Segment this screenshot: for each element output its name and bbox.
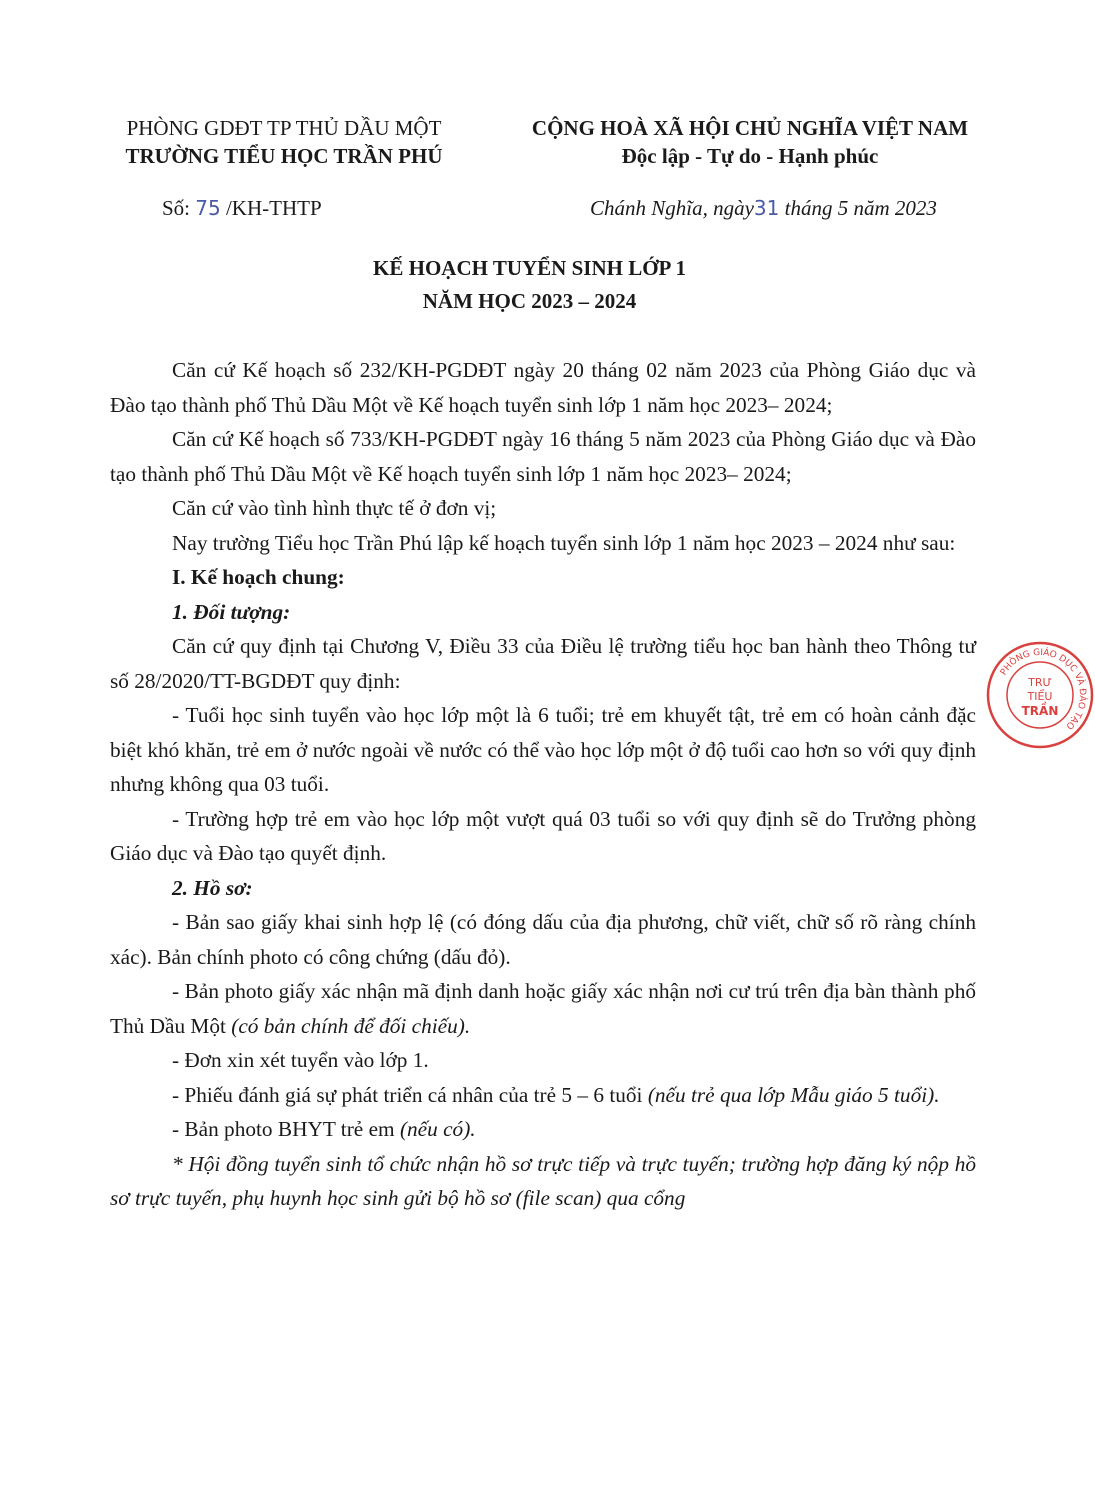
issuing-agency-block (104, 114, 464, 170)
stamp-line-3: TRẦN (1021, 704, 1059, 718)
stamp-line-1: TRƯ (1028, 676, 1052, 689)
national-header-block (505, 114, 995, 170)
stamp-line-2: TIỂU (1027, 690, 1053, 703)
date-prefix: Chánh Nghĩa, ngày (590, 196, 754, 220)
paragraph-note: (nếu có). (399, 1117, 476, 1141)
date-day-handwritten: 31 (753, 196, 780, 220)
document-title: KẾ HOẠCH TUYỂN SINH LỚP 1 (373, 256, 686, 280)
doc-number-prefix: Số: (162, 196, 191, 220)
paragraph: Căn cứ Kế hoạch số 733/KH-PGDĐT ngày 16 tháng 5 năm 2023 của Phòng Giáo dục và Đào tạo thành phố Thủ Dầu Một về Kế hoạch tuyển sinh lớp 1 năm học 2023– 2024; (110, 427, 976, 486)
paragraph: Căn cứ vào tình hình thực tế ở đơn vị; (172, 496, 497, 520)
paragraph-note: (có bản chính để đối chiếu). (231, 1013, 471, 1038)
paragraph-text: - Bản photo giấy xác nhận mã định danh hoặc giấy xác nhận nơi cư trú trên địa bàn thành phố Thủ Dầu Một (110, 979, 976, 1038)
date-suffix: tháng 5 năm 2023 (784, 196, 937, 220)
subsection-heading: 2. Hồ sơ: (172, 875, 253, 900)
paragraph: - Đơn xin xét tuyển vào lớp 1. (172, 1048, 429, 1072)
paragraph: - Bản sao giấy khai sinh hợp lệ (có đóng dấu của địa phương, chữ viết, chữ số rõ ràng chính xác). Bản chính photo có công chứng (dấu đỏ). (110, 910, 976, 969)
republic-name: CỘNG HOÀ XÃ HỘI CHỦ NGHĨA VIỆT NAM (531, 116, 969, 140)
subsection-heading: 1. Đối tượng: (172, 599, 291, 624)
agency-name: PHÒNG GDĐT TP THỦ DẦU MỘT (126, 116, 442, 140)
paragraph (110, 1078, 976, 1113)
paragraph: - Trường hợp trẻ em vào học lớp một vượt quá 03 tuổi so với quy định sẽ do Trưởng phòng Giáo dục và Đào tạo quyết định. (110, 806, 976, 865)
doc-number-handwritten: 75 (195, 196, 221, 220)
paragraph: Căn cứ quy định tại Chương V, Điều 33 của Điều lệ trường tiểu học ban hành theo Thông tư số 28/2020/TT-BGDĐT quy định: (110, 634, 976, 693)
stamp-ring-text: PHÒNG GIÁO DỤC VÀ ĐÀO TẠO (998, 647, 1088, 731)
paragraph: * Hội đồng tuyển sinh tổ chức nhận hồ sơ trực tiếp và trực tuyến; trường hợp đăng ký nộp hồ sơ trực tuyến, phụ huynh học sinh gửi bộ hồ sơ (file scan) qua cổng (110, 1151, 976, 1210)
paragraph: Căn cứ Kế hoạch số 232/KH-PGDĐT ngày 20 tháng 02 năm 2023 của Phòng Giáo dục và Đào tạo thành phố Thủ Dầu Một về Kế hoạch tuyển sinh lớp 1 năm học 2023– 2024; (110, 358, 976, 417)
document-number (162, 196, 322, 221)
paragraph-note: (nếu trẻ qua lớp Mẫu giáo 5 tuổi). (647, 1082, 940, 1107)
doc-number-suffix: /KH-THTP (225, 196, 322, 220)
document-date (590, 196, 937, 221)
official-stamp (985, 640, 1095, 750)
paragraph (110, 1112, 976, 1147)
paragraph (110, 974, 976, 1043)
school-name: TRƯỜNG TIỂU HỌC TRẦN PHÚ (125, 144, 443, 168)
document-body (110, 353, 976, 1216)
paragraph-text: - Bản photo BHYT trẻ em (172, 1117, 395, 1141)
paragraph-text: - Phiếu đánh giá sự phát triển cá nhân của trẻ 5 – 6 tuổi (172, 1082, 643, 1107)
national-motto: Độc lập - Tự do - Hạnh phúc (621, 144, 879, 168)
section-heading: I. Kế hoạch chung: (172, 565, 345, 589)
paragraph: Nay trường Tiểu học Trần Phú lập kế hoạch tuyển sinh lớp 1 năm học 2023 – 2024 như sau: (172, 530, 956, 555)
paragraph: - Tuổi học sinh tuyển vào học lớp một là 6 tuổi; trẻ em khuyết tật, trẻ em có hoàn cảnh đặc biệt khó khăn, trẻ em ở nước ngoài về nước có thể vào học lớp một ở độ tuổi cao hơn so với quy định nhưng không qua 03 tuổi. (110, 703, 976, 796)
document-subtitle: NĂM HỌC 2023 – 2024 (422, 289, 637, 313)
